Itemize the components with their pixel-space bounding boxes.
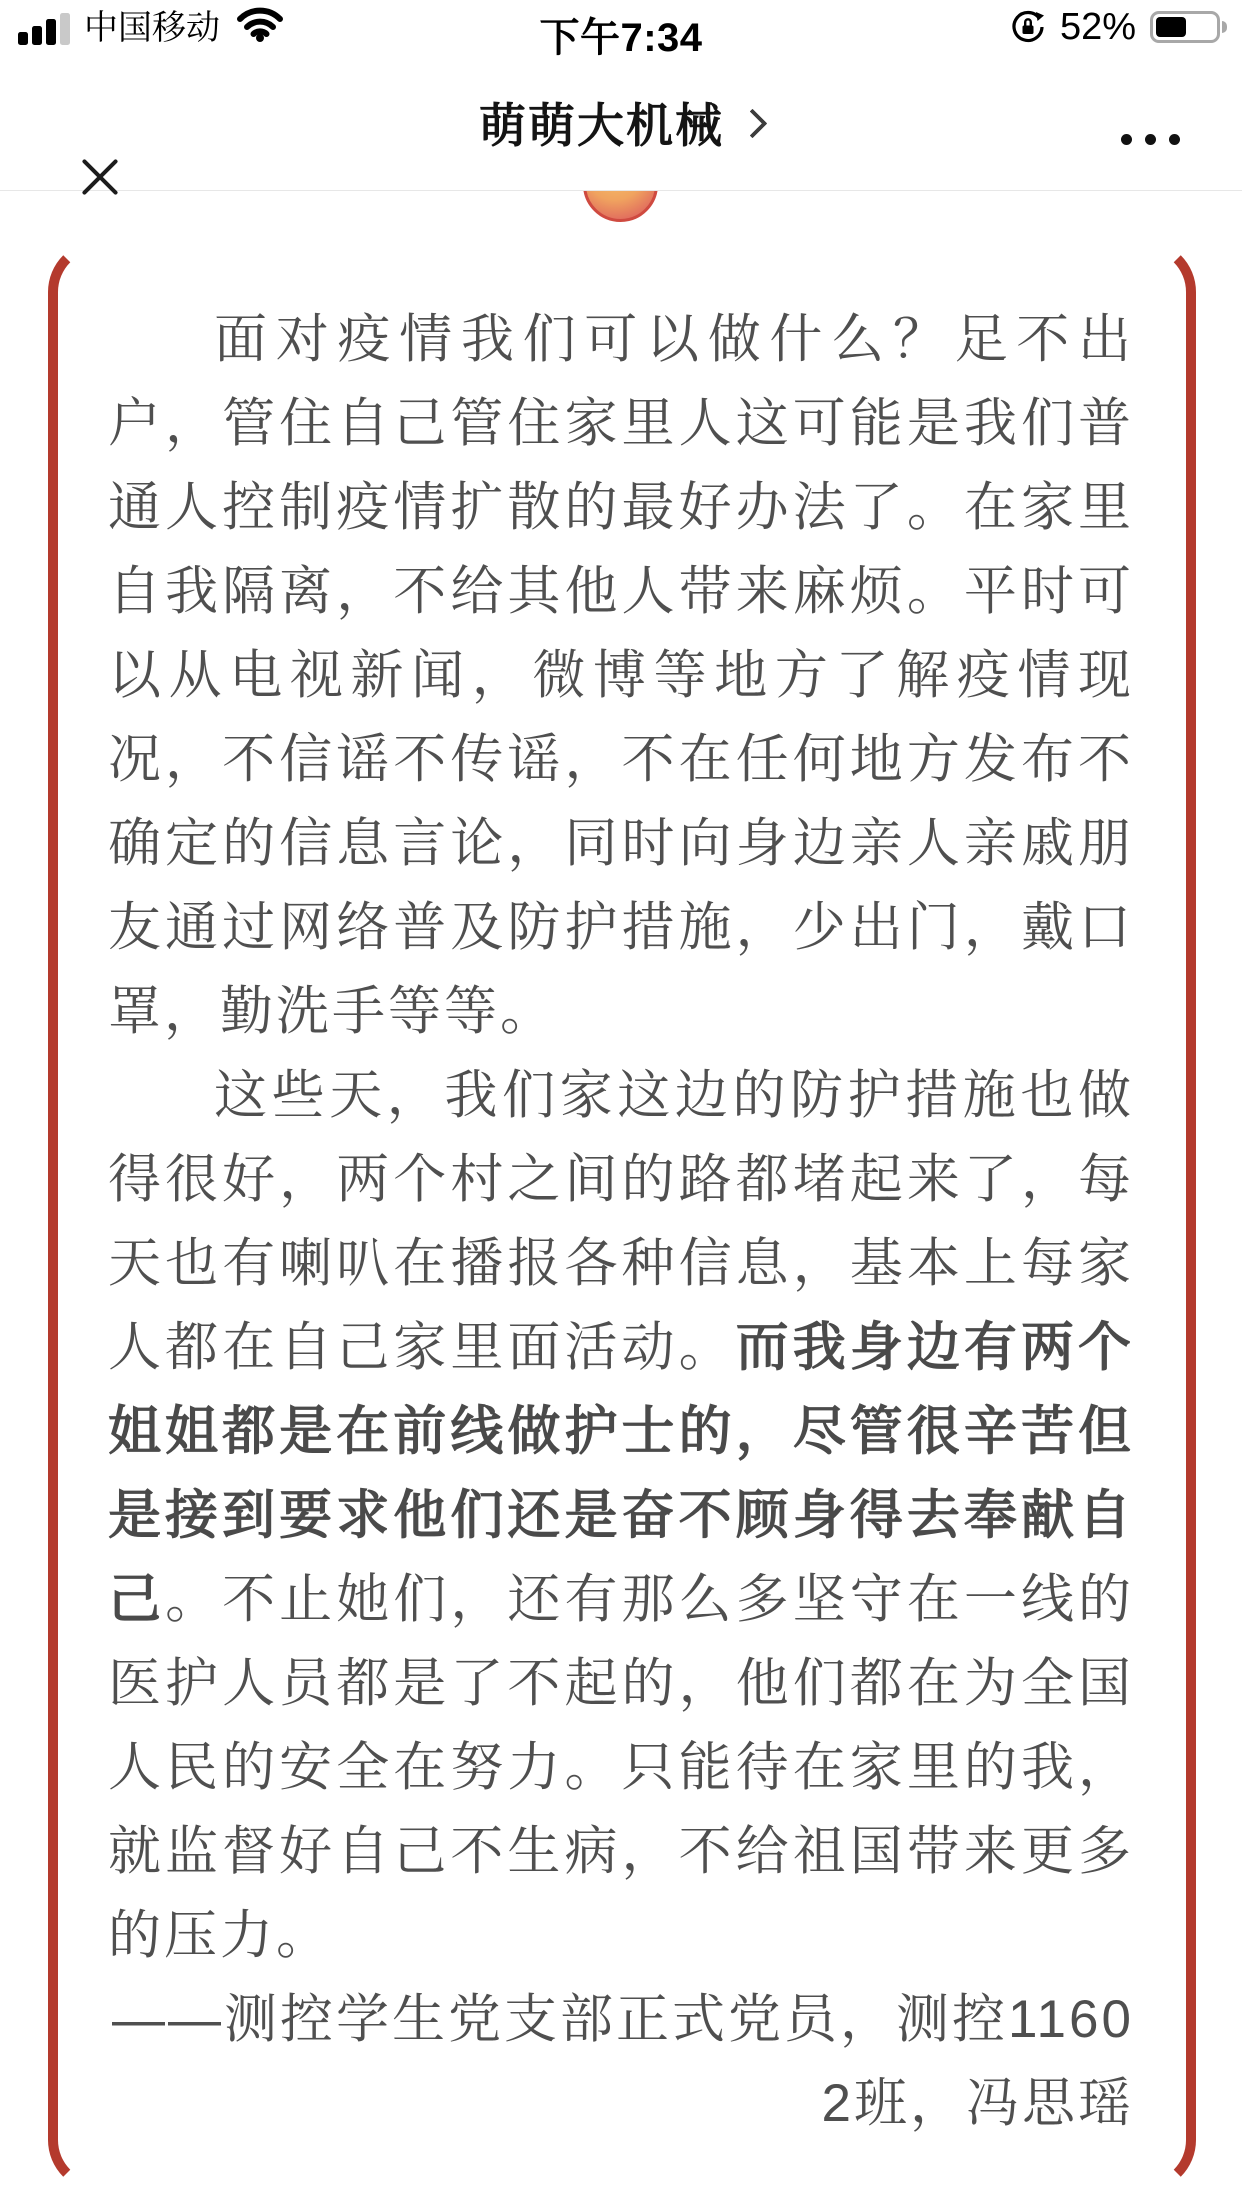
nav-bar <box>0 54 1242 191</box>
top-chrome <box>0 0 1242 191</box>
more-button[interactable] <box>1121 114 1180 164</box>
status-bar-right <box>1010 0 1220 54</box>
clock-label: 下午7:34 <box>539 16 703 60</box>
battery-icon <box>1150 11 1220 43</box>
body-text: ——测控学生党支部正式党员，测控11602班，冯思瑶 <box>112 1990 1134 2133</box>
paragraph <box>108 1054 1134 1978</box>
deco-circle <box>583 191 658 222</box>
body-text: 面对疫情我们可以做什么？足不出户，管住自己管住家里人这可能是我们普通人控制疫情扩散的最好办法了。在家里自我隔离，不给其他人带来麻烦。平时可以从电视新闻，微博等地方了解疫情现况，不信谣不传谣，不在任何地方发布不确定的信息言论，同时向身边亲人亲戚朋友通过网络普及防护措施，少出门，戴口罩，勤洗手等等。 <box>108 310 1134 1041</box>
battery-fill <box>1156 17 1186 37</box>
rotation-lock-icon <box>1010 9 1046 45</box>
article-body <box>108 298 1134 2146</box>
page-title-label: 萌萌大机械 <box>479 98 724 152</box>
body-text: 这些天，我们家这边的防护措施也做得很好，两个村之间的路都堵起来了，每天也有喇叭在播报各种信息，基本上每家人都在自己家里面活动。 <box>108 1066 1134 1377</box>
bold-text: 而我身边有两个姐姐都是在前线做护士的，尽管很辛苦但是接到要求他们还是奋不顾身得去奉献自己 <box>108 1318 1135 1629</box>
body-text: 。不止她们，还有那么多坚守在一线的医护人员都是了不起的，他们都在为全国人民的安全在努力。只能待在家里的我，就监督好自己不生病，不给祖国带来更多的压力。 <box>108 1570 1135 1965</box>
battery-percent-label: 52% <box>1059 5 1136 48</box>
paragraph <box>108 1978 1134 2146</box>
article-content <box>0 191 1242 2208</box>
status-bar <box>0 0 1242 60</box>
chevron-right-icon <box>738 108 768 138</box>
paragraph <box>108 298 1134 1054</box>
carrier-label: 中国移动 <box>84 9 220 47</box>
page-title[interactable] <box>0 54 1242 190</box>
